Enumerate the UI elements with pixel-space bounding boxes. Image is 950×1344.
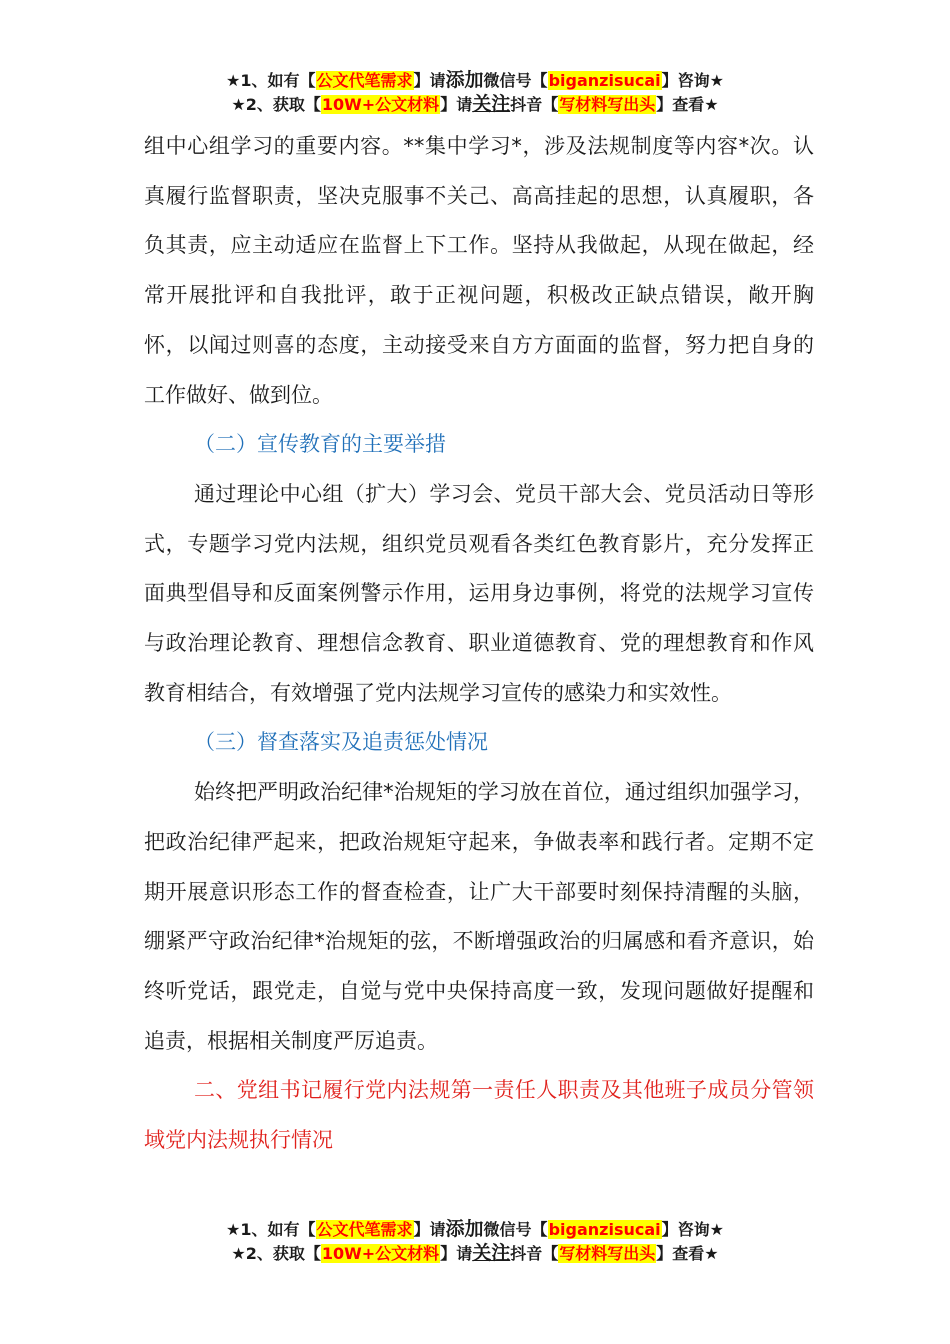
- banner-text: ★1、如有【: [226, 71, 316, 90]
- banner-text: 抖音【: [510, 1244, 559, 1263]
- banner-text: 】查看★: [656, 95, 719, 114]
- banner-line-1: [0, 68, 950, 92]
- paragraph-1: 组中心组学习的重要内容。**集中学习*，涉及法规制度等内容*次。认真履行监督职责，坚决克服事不关己、高高挂起的思想，认真履职，各负其责，应主动适应在监督上下工作。坚持从我做起，从现在做起，经常开展批评和自我批评，敢于正视问题，积极改正缺点错误，敞开胸怀，以闻过则喜的态度，主动接受来自方方面面的监督，努力把自身的工作做好、做到位。: [144, 134, 814, 407]
- banner-text: ★2、获取【: [231, 1244, 321, 1263]
- paragraph-3: 始终把严明政治纪律*治规矩的学习放在首位，通过组织加强学习，把政治纪律严起来，把政治规矩守起来，争做表率和践行者。定期不定期开展意识形态工作的督查检查，让广大干部要时刻保持清醒的头脑，绷紧严守政治纪律*治规矩的弦，不断增强政治的归属感和看齐意识，始终听党话，跟党走，自觉与党中央保持高度一致，发现问题做好提醒和追责，根据相关制度严厉追责。: [144, 780, 814, 1053]
- banner-text: 】请: [440, 1244, 473, 1263]
- footer-banner: [0, 1217, 950, 1265]
- banner-text: 】查看★: [656, 1244, 719, 1263]
- banner-text: 微信号【: [483, 1220, 548, 1239]
- banner-emphasis: 关注: [472, 93, 511, 115]
- banner-highlight: 写材料写出头: [559, 95, 656, 114]
- banner-text: 】请: [413, 1220, 446, 1239]
- banner-text: 】请: [413, 71, 446, 90]
- banner-highlight: 公文代笔需求: [316, 1220, 413, 1239]
- banner-emphasis: 关注: [472, 1242, 511, 1264]
- banner-text: ★1、如有【: [226, 1220, 316, 1239]
- header-banner: [0, 68, 950, 116]
- banner-highlight: biganzisucai: [548, 71, 661, 90]
- banner-line-1: [0, 1217, 950, 1241]
- banner-emphasis: 添加: [445, 69, 484, 91]
- banner-text: ★2、获取【: [231, 95, 321, 114]
- banner-highlight: biganzisucai: [548, 1220, 661, 1239]
- document-body: [144, 122, 814, 1166]
- banner-highlight: 公文代笔需求: [316, 71, 413, 90]
- chapter-heading-2: 二、党组书记履行党内法规第一责任人职责及其他班子成员分管领域党内法规执行情况: [144, 1078, 814, 1153]
- banner-text: 】咨询★: [661, 71, 724, 90]
- banner-line-2: [0, 92, 950, 116]
- banner-text: 】请: [440, 95, 473, 114]
- banner-highlight: 10W+公文材料: [321, 95, 440, 114]
- banner-highlight: 写材料写出头: [559, 1244, 656, 1263]
- banner-line-2: [0, 1241, 950, 1265]
- banner-text: 微信号【: [483, 71, 548, 90]
- banner-highlight: 10W+公文材料: [321, 1244, 440, 1263]
- banner-text: 抖音【: [510, 95, 559, 114]
- section-heading-3: （三）督查落实及追责惩处情况: [194, 730, 488, 755]
- banner-text: 】咨询★: [661, 1220, 724, 1239]
- paragraph-2: 通过理论中心组（扩大）学习会、党员干部大会、党员活动日等形式，专题学习党内法规，组织党员观看各类红色教育影片，充分发挥正面典型倡导和反面案例警示作用，运用身边事例，将党的法规学习宣传与政治理论教育、理想信念教育、职业道德教育、党的理想教育和作风教育相结合，有效增强了党内法规学习宣传的感染力和实效性。: [144, 481, 814, 705]
- section-heading-2: （二）宣传教育的主要举措: [194, 432, 446, 457]
- banner-emphasis: 添加: [445, 1218, 484, 1240]
